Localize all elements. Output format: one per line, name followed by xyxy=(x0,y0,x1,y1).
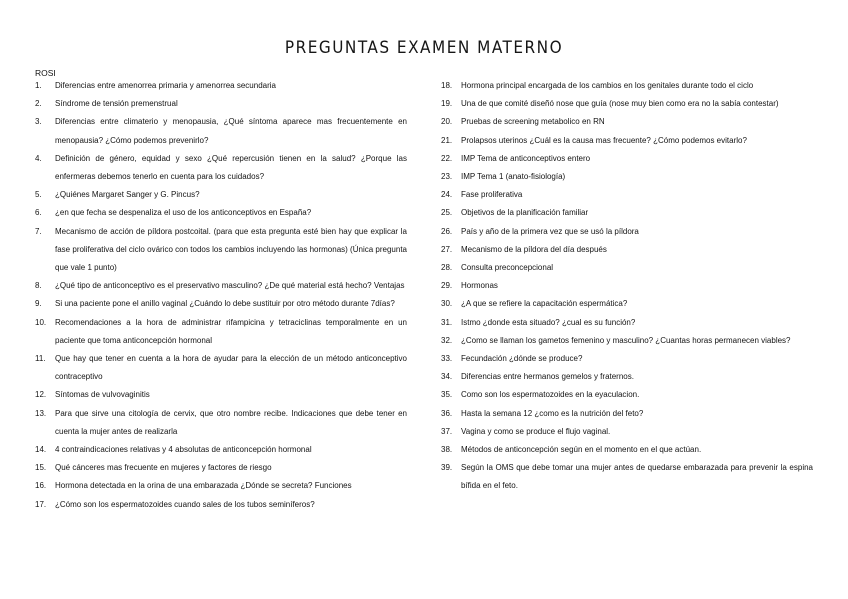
question-item xyxy=(441,368,813,386)
question-number: 14. xyxy=(35,445,47,455)
question-text: Si una paciente pone el anillo vaginal ¿Cuándo lo debe sustituir por otro método durante 7días? xyxy=(55,299,395,309)
question-text: ¿A que se refiere la capacitación espermática? xyxy=(461,299,628,309)
question-item xyxy=(35,386,407,404)
question-number: 20. xyxy=(441,117,453,127)
question-item xyxy=(35,113,407,149)
question-number: 28. xyxy=(441,263,453,273)
question-text: País y año de la primera vez que se usó la píldora xyxy=(461,226,639,236)
question-item xyxy=(441,441,813,459)
question-number: 18. xyxy=(441,81,453,90)
question-item xyxy=(35,77,407,95)
question-number: 8. xyxy=(35,281,42,291)
questions-left-column xyxy=(35,77,407,514)
question-number: 25. xyxy=(441,208,453,218)
question-item xyxy=(35,496,407,514)
question-text: ¿Quiénes Margaret Sanger y G. Pincus? xyxy=(55,190,200,200)
question-item xyxy=(441,277,813,295)
question-number: 1. xyxy=(35,81,42,90)
question-item xyxy=(35,314,407,350)
question-number: 26. xyxy=(441,226,453,236)
question-number: 38. xyxy=(441,445,453,455)
question-number: 11. xyxy=(35,354,46,364)
question-item xyxy=(441,95,813,113)
question-text: IMP Tema 1 (anato-fisiología) xyxy=(461,172,566,182)
question-item xyxy=(35,204,407,222)
question-number: 5. xyxy=(35,190,42,200)
question-item xyxy=(441,241,813,259)
question-number: 2. xyxy=(35,99,42,109)
question-item xyxy=(441,459,813,495)
question-item xyxy=(441,77,813,95)
question-item xyxy=(441,132,813,150)
question-number: 23. xyxy=(441,172,453,182)
question-item xyxy=(441,423,813,441)
question-number: 12. xyxy=(35,390,47,400)
question-text: Prolapsos uterinos ¿Cuál es la causa mas frecuente? ¿Cómo podemos evitarlo? xyxy=(461,135,747,145)
question-item xyxy=(35,95,407,113)
question-number: 27. xyxy=(441,244,453,254)
question-number: 7. xyxy=(35,226,42,236)
question-number: 32. xyxy=(441,335,453,345)
question-text: Síntomas de vulvovaginitis xyxy=(55,390,150,400)
question-text: ¿Qué tipo de anticonceptivo es el preservativo masculino? ¿De qué material está hecho? Ventajas xyxy=(55,281,405,291)
question-text: Vagina y como se produce el flujo vaginal. xyxy=(461,426,611,436)
question-item xyxy=(35,150,407,186)
question-number: 13. xyxy=(35,408,47,418)
question-text: Una de que comité diseñó nose que guía (nose muy bien como era no la sabía contestar) xyxy=(461,99,779,109)
page-title: PREGUNTAS EXAMEN MATERNO xyxy=(284,38,564,58)
question-text: Fase proliferativa xyxy=(461,190,523,200)
question-text: Mecanismo de acción de píldora postcoital. (para que esta pregunta esté bien hay que explicar la fase proliferativa del ciclo ovárico con todos los cambios incluyendo las hormonas) (Única pregunta que vale 1 punto) xyxy=(55,226,407,273)
question-number: 3. xyxy=(35,117,42,127)
question-number: 17. xyxy=(35,499,47,509)
question-item xyxy=(35,223,407,278)
question-item xyxy=(35,405,407,441)
question-text: ¿en que fecha se despenaliza el uso de los anticonceptivos en España? xyxy=(55,208,312,218)
question-text: 4 contraindicaciones relativas y 4 absolutas de anticoncepción hormonal xyxy=(55,445,312,455)
question-number: 10. xyxy=(35,317,47,327)
question-text: Para que sirve una citología de cervix, que otro nombre recibe. Indicaciones que debe tener en cuenta la mujer antes de realizarla xyxy=(55,408,407,436)
question-text: Hasta la semana 12 ¿como es la nutrición del feto? xyxy=(461,408,644,418)
question-item xyxy=(441,405,813,423)
question-number: 24. xyxy=(441,190,453,200)
question-text: IMP Tema de anticonceptivos entero xyxy=(461,153,591,163)
question-number: 6. xyxy=(35,208,42,218)
question-item xyxy=(441,168,813,186)
question-number: 22. xyxy=(441,153,453,163)
question-item xyxy=(35,295,407,313)
question-number: 29. xyxy=(441,281,453,291)
question-text: Mecanismo de la píldora del día después xyxy=(461,244,607,254)
question-text: Diferencias entre climaterio y menopausia, ¿Qué síntoma aparece mas frecuentemente en menopausia? ¿Cómo podemos prevenirlo? xyxy=(55,117,407,145)
question-number: 4. xyxy=(35,153,42,163)
question-item xyxy=(441,386,813,404)
question-text: Consulta preconcepcional xyxy=(461,263,554,273)
question-item xyxy=(441,350,813,368)
question-number: 19. xyxy=(441,99,453,109)
question-item xyxy=(441,223,813,241)
question-item xyxy=(441,295,813,313)
question-item xyxy=(35,459,407,477)
question-item xyxy=(441,314,813,332)
question-item xyxy=(35,186,407,204)
question-text: Hormona detectada en la orina de una embarazada ¿Dónde se secreta? Funciones xyxy=(55,481,352,491)
question-text: Recomendaciones a la hora de administrar rifampicina y tetraciclinas temporalmente en un paciente que toma anticoncepción hormonal xyxy=(55,317,407,345)
question-item xyxy=(441,113,813,131)
author-name: ROSI xyxy=(35,68,56,78)
question-text: Diferencias entre hermanos gemelos y fraternos. xyxy=(461,372,634,382)
question-text: Que hay que tener en cuenta a la hora de ayudar para la elección de un método anticonceptivo contraceptivo xyxy=(55,354,407,382)
question-number: 36. xyxy=(441,408,453,418)
question-item xyxy=(441,150,813,168)
question-item xyxy=(35,441,407,459)
question-item xyxy=(35,277,407,295)
question-number: 39. xyxy=(441,463,453,473)
question-text: Definición de género, equidad y sexo ¿Qué repercusión tienen en la salud? ¿Porque las enfermeras debemos tenerlo en cuenta para los cuidados? xyxy=(55,153,407,182)
question-number: 37. xyxy=(441,426,453,436)
question-number: 9. xyxy=(35,299,42,309)
question-number: 21. xyxy=(441,135,453,145)
question-text: Como son los espermatozoides en la eyaculacion. xyxy=(461,390,640,400)
question-item xyxy=(441,259,813,277)
question-item xyxy=(441,204,813,222)
questions-right-column xyxy=(441,77,813,496)
question-text: Síndrome de tensión premenstrual xyxy=(55,99,178,109)
question-text: Fecundación ¿dónde se produce? xyxy=(461,354,583,364)
question-number: 34. xyxy=(441,372,453,382)
question-number: 15. xyxy=(35,463,47,473)
question-item xyxy=(35,350,407,386)
question-text: Diferencias entre amenorrea primaria y amenorrea secundaria xyxy=(55,81,276,90)
question-number: 30. xyxy=(441,299,453,309)
question-text: ¿Como se llaman los gametos femenino y masculino? ¿Cuantas horas permanecen viables? xyxy=(461,335,791,345)
question-text: Según la OMS que debe tomar una mujer antes de quedarse embarazada para prevenir la espina bífida en el feto. xyxy=(461,463,813,491)
question-item xyxy=(441,332,813,350)
question-text: Pruebas de screening metabolico en RN xyxy=(461,117,605,127)
question-number: 31. xyxy=(441,317,453,327)
question-number: 35. xyxy=(441,390,453,400)
question-text: ¿Cómo son los espermatozoides cuando sales de los tubos seminíferos? xyxy=(55,499,315,509)
question-text: Hormona principal encargada de los cambios en los genitales durante todo el ciclo xyxy=(461,81,754,90)
question-text: Hormonas xyxy=(461,281,498,291)
question-number: 33. xyxy=(441,354,453,364)
question-text: Métodos de anticoncepción según en el momento en el que actúan. xyxy=(461,445,702,455)
question-text: Qué cánceres mas frecuente en mujeres y factores de riesgo xyxy=(55,463,272,473)
question-item xyxy=(441,186,813,204)
question-text: Objetivos de la planificación familiar xyxy=(461,208,589,218)
question-item xyxy=(35,477,407,495)
question-number: 16. xyxy=(35,481,47,491)
question-text: Istmo ¿donde esta situado? ¿cual es su función? xyxy=(461,317,636,327)
